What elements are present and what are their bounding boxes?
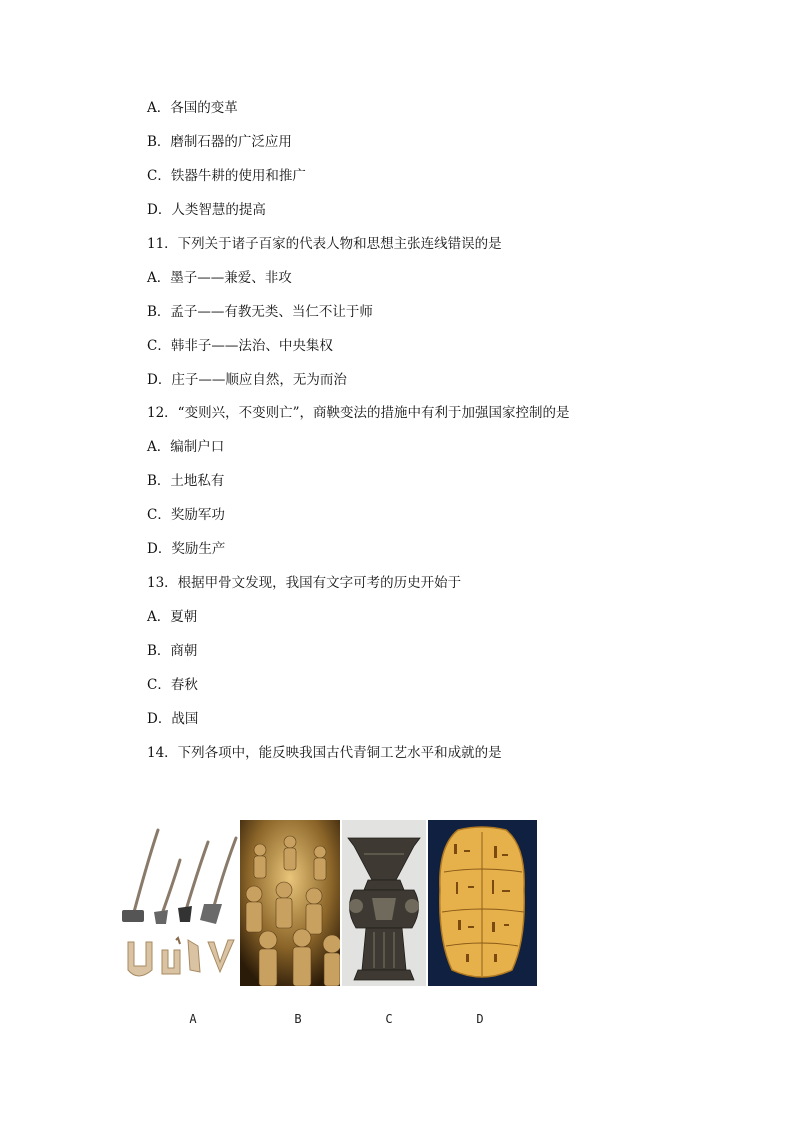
q14-stem: 14．下列各项中，能反映我国古代青铜工艺水平和成就的是 — [147, 745, 502, 761]
q10-option-c: C．铁器牛耕的使用和推广 — [147, 168, 306, 184]
q11-option-a: A．墨子——兼爱、非攻 — [147, 270, 292, 286]
image-d-oracle-bone — [428, 820, 537, 986]
q12-option-a: A．编制户口 — [147, 439, 225, 455]
caption-a: A — [189, 1012, 197, 1026]
image-c-bronze-vessel — [342, 820, 426, 986]
q10-option-a: A．各国的变革 — [147, 100, 238, 116]
caption-b: B — [294, 1012, 302, 1026]
q11-option-c: C．韩非子——法治、中央集权 — [147, 338, 333, 354]
q12-option-d: D．奖励生产 — [147, 541, 226, 557]
image-b-terracotta-warriors — [240, 820, 340, 986]
q13-stem: 13．根据甲骨文发现，我国有文字可考的历史开始于 — [147, 575, 462, 591]
q12-option-b: B．土地私有 — [147, 473, 225, 489]
q12-stem: 12．“变则兴，不变则亡”，商鞅变法的措施中有利于加强国家控制的是 — [147, 405, 570, 421]
q10-option-b: B．磨制石器的广泛应用 — [147, 134, 292, 150]
q13-option-d: D．战国 — [147, 711, 199, 727]
q11-option-b: B．孟子——有教无类、当仁不让于师 — [147, 304, 373, 320]
q10-option-d: D．人类智慧的提高 — [147, 202, 266, 218]
q13-option-a: A．夏朝 — [147, 609, 198, 625]
q12-option-c: C．奖励军功 — [147, 507, 225, 523]
caption-d: D — [476, 1012, 484, 1026]
image-a-farming-tools — [118, 820, 238, 986]
q11-option-d: D．庄子——顺应自然，无为而治 — [147, 372, 347, 388]
q11-stem: 11．下列关于诸子百家的代表人物和思想主张连线错误的是 — [147, 236, 502, 252]
q13-option-c: C．春秋 — [147, 677, 198, 693]
caption-c: C — [385, 1012, 393, 1026]
q13-option-b: B．商朝 — [147, 643, 198, 659]
